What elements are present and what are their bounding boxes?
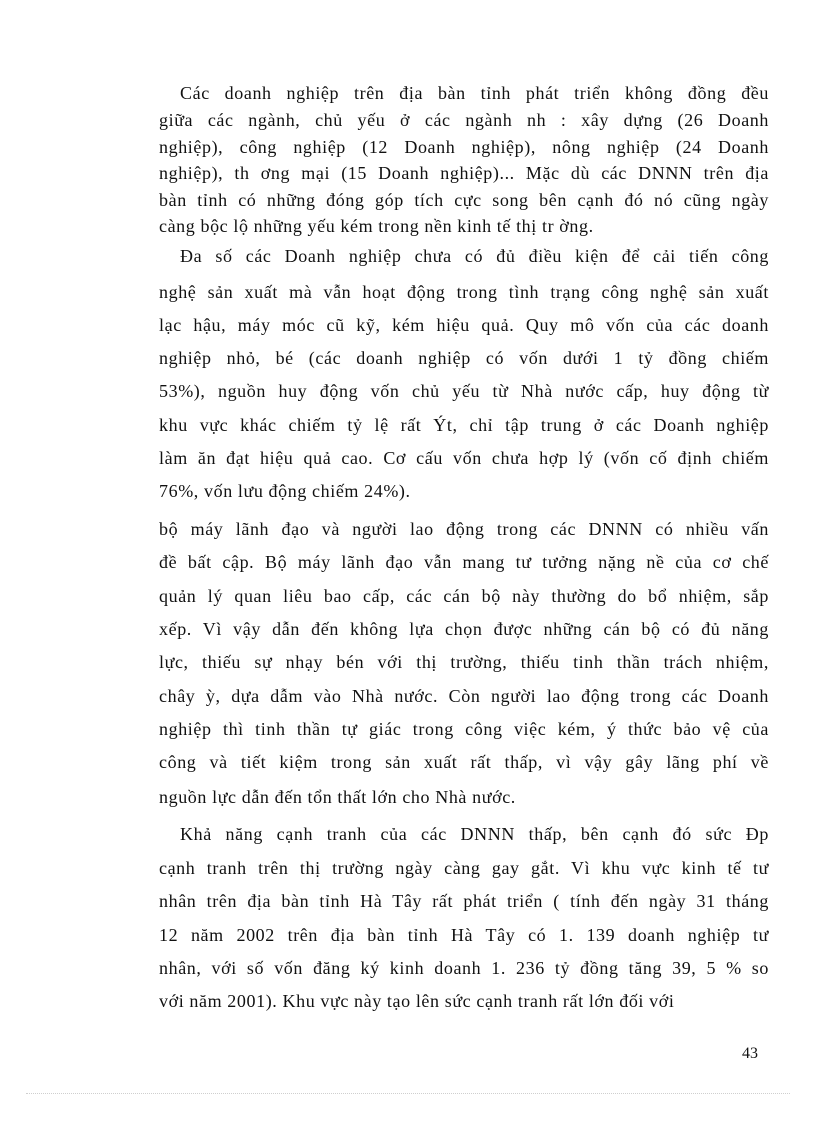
text-line: càng bộc lộ những yếu kém trong nền kinh tế thị tr ờng. (159, 216, 594, 236)
text-line: với năm 2001). Khu vực này tạo lên sức cạnh tranh rất lớn đối với (159, 991, 675, 1011)
text-line: công và tiết kiệm trong sản xuất rất thấp, vì vậy gây lãng phí về (159, 752, 769, 772)
text-line: Các doanh nghiệp trên địa bàn tỉnh phát triển không đồng đều (180, 83, 769, 103)
text-line: cạnh tranh trên thị trường ngày càng gay gắt. Vì khu vực kinh tế tư (159, 858, 769, 878)
text-line: nhân, với số vốn đăng ký kinh doanh 1. 236 tỷ đồng tăng 39, 5 % so (159, 958, 769, 978)
text-line: Đa số các Doanh nghiệp chưa có đủ điều kiện để cải tiến công (180, 246, 769, 266)
text-line: nghiệp), công nghiệp (12 Doanh nghiệp), nông nghiệp (24 Doanh (159, 137, 769, 157)
text-line: nghiệp thì tinh thần tự giác trong công việc kém, ý thức bảo vệ của (159, 719, 769, 739)
text-line: chây ỳ, dựa dẫm vào Nhà nước. Còn người lao động trong các Doanh (159, 686, 769, 706)
text-line: xếp. Vì vậy dẫn đến không lựa chọn được những cán bộ có đủ năng (159, 619, 769, 639)
page-number: 43 (742, 1045, 758, 1062)
text-line: nghiệp), th ơng mại (15 Doanh nghiệp)... Mặc dù các DNNN trên địa (159, 163, 769, 183)
text-line: Khả năng cạnh tranh của các DNNN thấp, bên cạnh đó sức Đp (180, 824, 769, 844)
text-line: đề bất cập. Bộ máy lãnh đạo vẫn mang tư tưởng nặng nề của cơ chế (159, 552, 769, 572)
text-line: 76%, vốn lưu động chiếm 24%). (159, 481, 411, 501)
text-line: nghiệp nhỏ, bé (các doanh nghiệp có vốn dưới 1 tỷ đồng chiếm (159, 348, 769, 368)
page-bottom-divider (26, 1093, 790, 1094)
text-line: quản lý quan liêu bao cấp, các cán bộ này thường do bổ nhiệm, sắp (159, 586, 769, 606)
text-line: nhân trên địa bàn tỉnh Hà Tây rất phát triển ( tính đến ngày 31 tháng (159, 891, 769, 911)
text-line: làm ăn đạt hiệu quả cao. Cơ cấu vốn chưa hợp lý (vốn cố định chiếm (159, 448, 769, 468)
text-line: nguồn lực dẫn đến tổn thất lớn cho Nhà nước. (159, 787, 516, 807)
text-line: lạc hậu, máy móc cũ kỹ, kém hiệu quả. Quy mô vốn của các doanh (159, 315, 769, 335)
text-line: nghệ sản xuất mà vẫn hoạt động trong tình trạng công nghệ sản xuất (159, 282, 769, 302)
text-line: 53%), nguồn huy động vốn chủ yếu từ Nhà nước cấp, huy động từ (159, 381, 769, 401)
text-line: bàn tỉnh có những đóng góp tích cực song bên cạnh đó nó cũng ngày (159, 190, 769, 210)
text-line: lực, thiếu sự nhạy bén với thị trường, thiếu tinh thần trách nhiệm, (159, 652, 769, 672)
text-line: 12 năm 2002 trên địa bàn tỉnh Hà Tây có 1. 139 doanh nghiệp tư (159, 925, 769, 945)
text-line: bộ máy lãnh đạo và người lao động trong các DNNN có nhiều vấn (159, 519, 769, 539)
text-line: khu vực khác chiếm tỷ lệ rất Ýt, chỉ tập trung ở các Doanh nghiệp (159, 415, 769, 435)
text-line: giữa các ngành, chủ yếu ở các ngành nh : xây dựng (26 Doanh (159, 110, 769, 130)
